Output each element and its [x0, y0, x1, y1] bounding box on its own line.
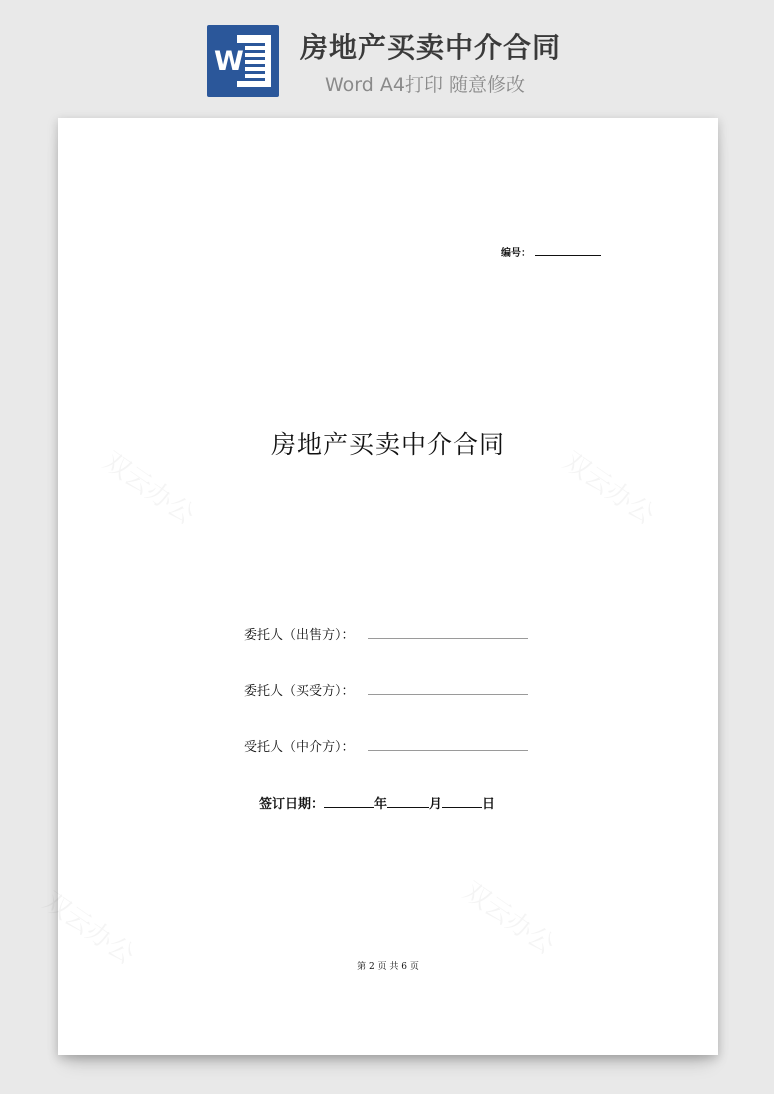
document-title: 房地产买卖中介合同 [270, 430, 505, 459]
page-number-footer: 第 2 页 共 6 页 [357, 962, 419, 972]
party-row-buyer [244, 680, 355, 700]
year-blank[interactable] [324, 795, 374, 808]
document-code-blank[interactable] [535, 245, 601, 256]
year-unit: 年 [374, 797, 388, 812]
party-label: 受托人（中介方）： [244, 740, 355, 755]
document-code-label: 编号： [501, 248, 531, 259]
month-blank[interactable] [387, 795, 429, 808]
party-fill-line[interactable] [368, 694, 528, 695]
party-fill-line[interactable] [368, 638, 528, 639]
word-app-icon [207, 25, 279, 97]
party-label: 委托人（买受方）： [244, 684, 355, 699]
party-row-seller [244, 624, 355, 644]
watermark [457, 872, 563, 962]
sign-date-row [259, 793, 495, 812]
day-unit: 日 [482, 797, 496, 812]
banner-title: 房地产买卖中介合同 [300, 31, 562, 64]
document-page [58, 118, 718, 1055]
word-logo-letter: W [214, 46, 243, 77]
party-fill-line[interactable] [368, 750, 528, 751]
banner-subtitle: Word A4打印 随意修改 [325, 74, 526, 96]
party-label: 委托人（出售方）： [244, 628, 355, 643]
watermark [37, 882, 143, 972]
day-blank[interactable] [442, 795, 482, 808]
sign-date-label: 签订日期： [259, 797, 325, 812]
document-code [501, 244, 601, 259]
month-unit: 月 [429, 797, 443, 812]
party-row-agent [244, 736, 355, 756]
